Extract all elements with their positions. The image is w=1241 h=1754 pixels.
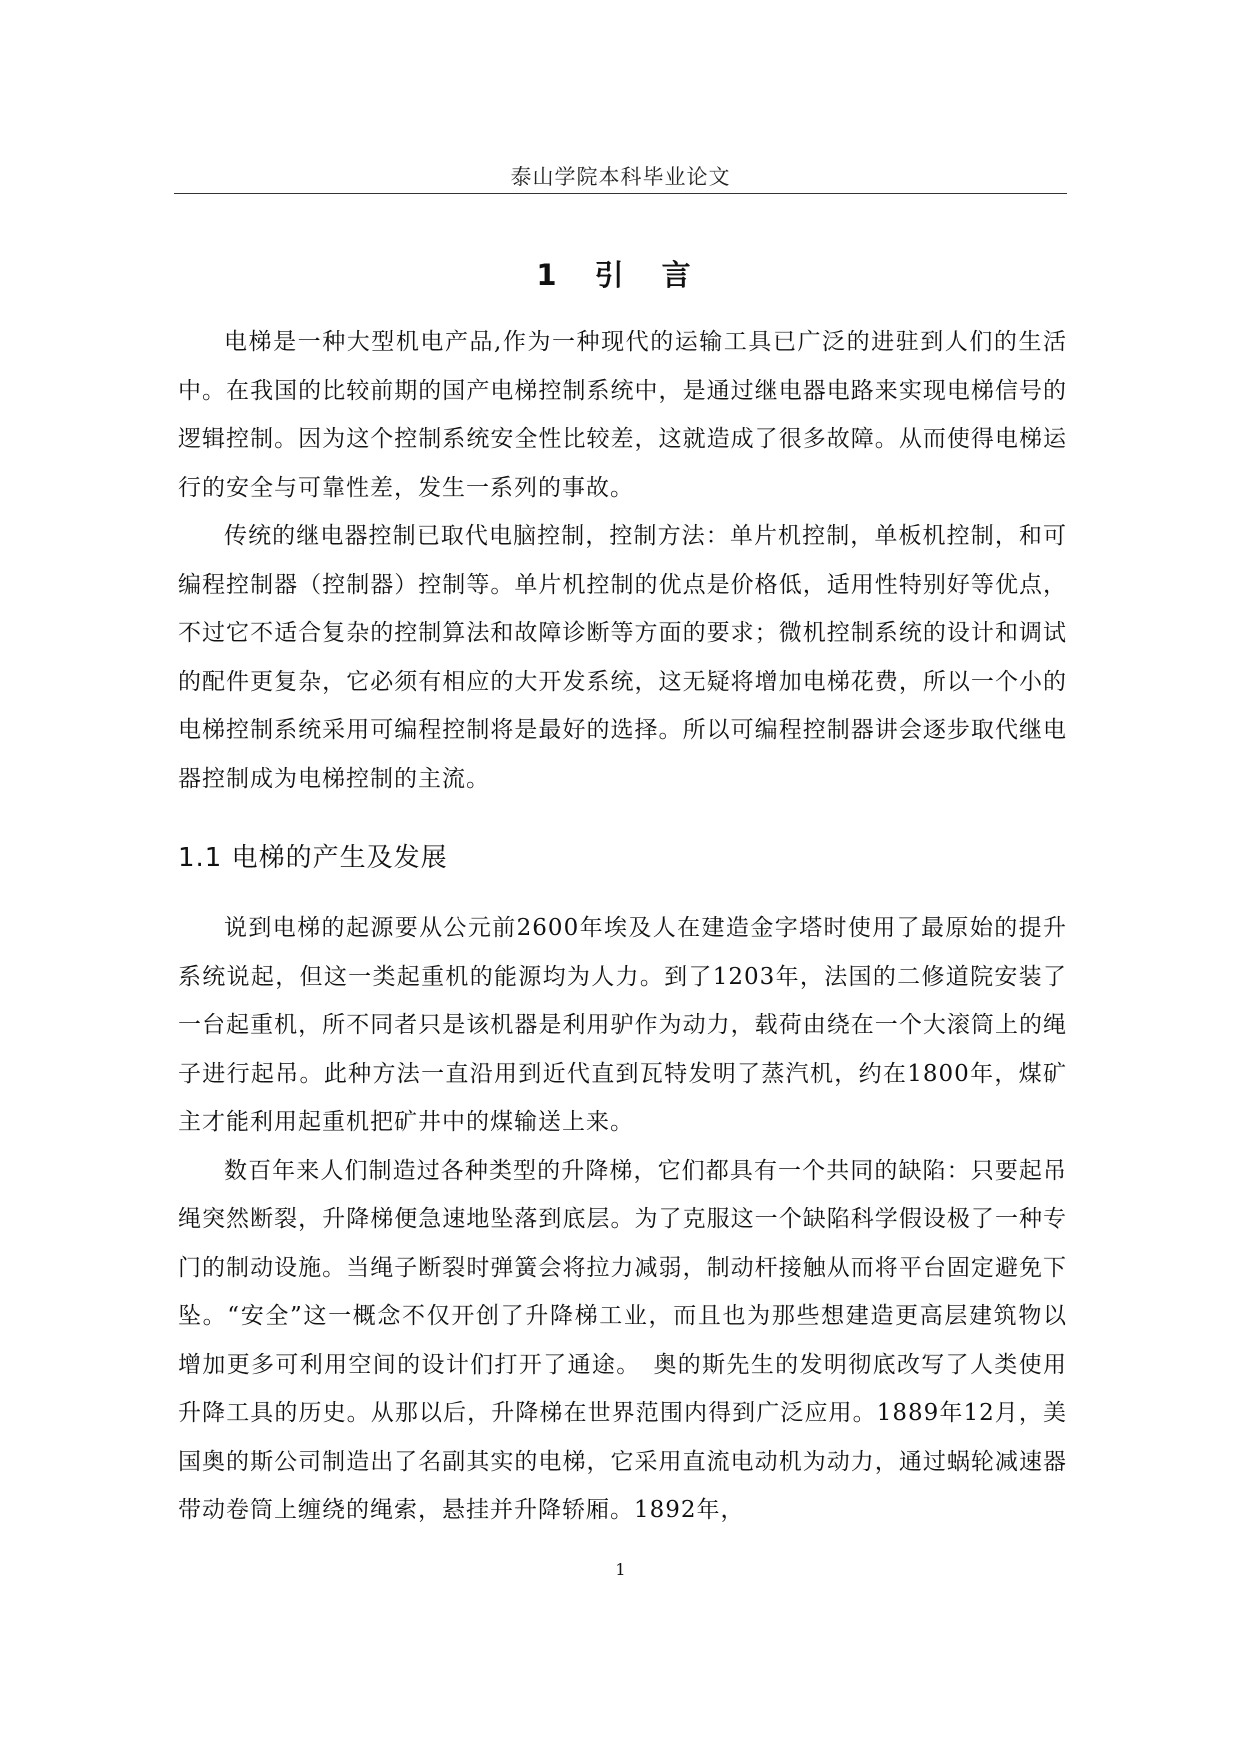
chapter-title: 1 引 言 <box>536 258 705 292</box>
section-heading: 1.1 电梯的产生及发展 <box>178 843 448 873</box>
section-body <box>178 904 1067 1535</box>
paragraph: 电梯是一种大型机电产品,作为一种现代的运输工具已广泛的进驻到人们的生活中。在我国的比较前期的国产电梯控制系统中，是通过继电器电路来实现电梯信号的逻辑控制。因为这个控制系统安全性比较差，这就造成了很多故障。从而使得电梯运行的安全与可靠性差，发生一系列的事故。 <box>178 329 1067 501</box>
paragraph: 数百年来人们制造过各种类型的升降梯，它们都具有一个共同的缺陷：只要起吊绳突然断裂，升降梯便急速地坠落到底层。为了克服这一个缺陷科学假设极了一种专门的制动设施。当绳子断裂时弹簧会将拉力减弱，制动杆接触从而将平台固定避免下坠。“安全”这一概念不仅开创了升降梯工业，而且也为那些想建造更高层建筑物以增加更多可利用空间的设计们打开了通途。 奥的斯先生的发明彻底改写了人类使用升降工具的历史。从那以后，升降梯在世界范围内得到广泛应用。1889年12月，美国奥的斯公司制造出了名副其实的电梯，它采用直流电动机为动力，通过蜗轮减速器带动卷筒上缠绕的绳索，悬挂并升降轿厢。1892年， <box>178 1157 1067 1523</box>
page-number: 1 <box>615 1560 626 1579</box>
chapter-body <box>178 318 1067 803</box>
paragraph: 说到电梯的起源要从公元前2600年埃及人在建造金字塔时使用了最原始的提升系统说起，但这一类起重机的能源均为人力。到了1203年，法国的二修道院安装了一台起重机，所不同者只是该机器是利用驴作为动力，载荷由绕在一个大滚筒上的绳子进行起吊。此种方法一直沿用到近代直到瓦特发明了蒸汽机，约在1800年，煤矿主才能利用起重机把矿井中的煤输送上来。 <box>178 915 1067 1135</box>
running-header: 泰山学院本科毕业论文 <box>510 165 731 189</box>
header-rule <box>174 193 1067 194</box>
paragraph: 传统的继电器控制已取代电脑控制，控制方法：单片机控制，单板机控制，和可编程控制器（控制器）控制等。单片机控制的优点是价格低，适用性特别好等优点，不过它不适合复杂的控制算法和故障诊断等方面的要求；微机控制系统的设计和调试的配件更复杂，它必须有相应的大开发系统，这无疑将增加电梯花费，所以一个小的电梯控制系统采用可编程控制将是最好的选择。所以可编程控制器讲会逐步取代继电器控制成为电梯控制的主流。 <box>178 523 1067 792</box>
